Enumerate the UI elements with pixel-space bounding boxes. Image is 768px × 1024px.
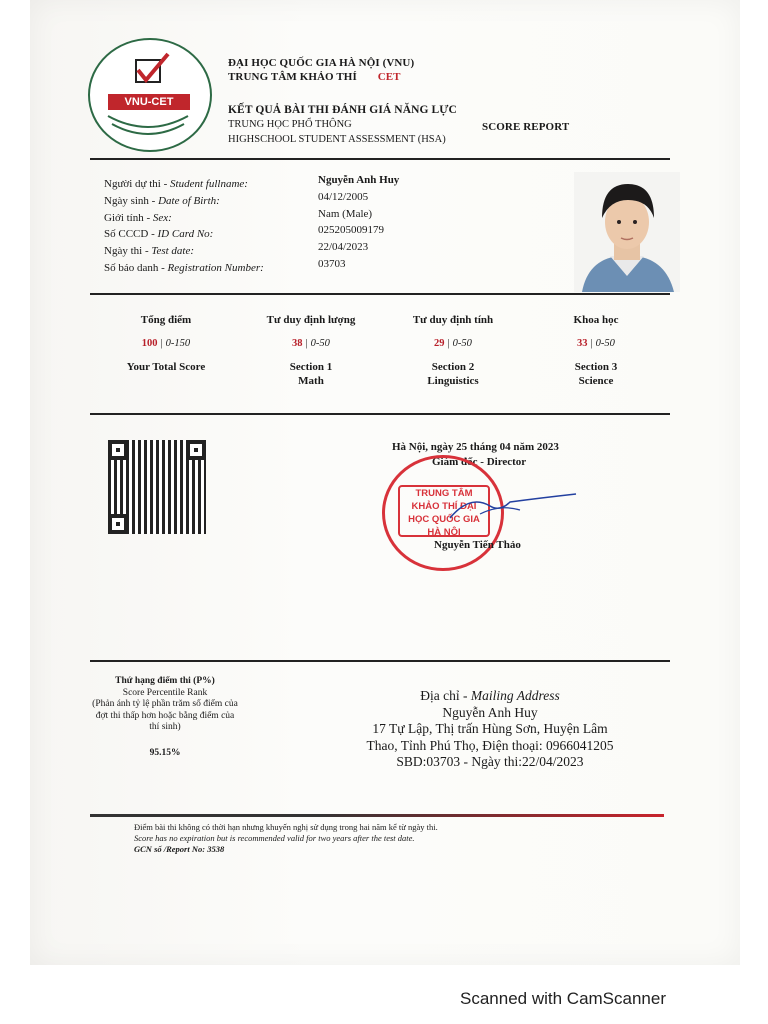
address-name: Nguyễn Anh Huy [442, 704, 538, 720]
score-caption [91, 360, 241, 374]
note-en: Score has no expiration but is recommended valid for two years after the test date. [134, 833, 415, 843]
score-report-label: SCORE REPORT [482, 121, 570, 133]
score-caption-line1: Your Total Score [126, 361, 206, 373]
score-column [236, 314, 386, 388]
score-number: 100 [141, 338, 158, 349]
score-value [236, 338, 386, 349]
student-info [104, 174, 424, 275]
rank-description: (Phản ánh tỷ lệ phần trăm số điểm của đợt thi thấp hơn hoặc bằng điểm của thí sinh) [92, 699, 238, 732]
address-registration: SBD:03703 - Ngày thi:22/04/2023 [396, 754, 584, 769]
student-info-row [104, 191, 424, 208]
score-number: 38 [292, 338, 303, 349]
qr-code [108, 440, 206, 534]
info-value: 22/04/2023 [318, 241, 369, 254]
score-range: | 0-50 [587, 338, 615, 349]
score-caption [236, 360, 386, 388]
logo-graphic [88, 38, 208, 148]
header-assessment: HIGHSCHOOL STUDENT ASSESSMENT (HSA) [228, 134, 446, 145]
score-heading: Tư duy định lượng [266, 314, 356, 326]
score-heading: Khoa học [573, 314, 619, 326]
score-value [378, 338, 528, 349]
header-center [228, 71, 401, 83]
score-number: 29 [434, 338, 445, 349]
rank-title: Thứ hạng điểm thi (P%) [115, 676, 215, 686]
address-street: 17 Tự Lập, Thị trấn Hùng Sơn, Huyện Lâm [372, 721, 608, 736]
student-info-row [104, 258, 424, 275]
header-report-title: KẾT QUẢ BÀI THI ĐÁNH GIÁ NĂNG LỰC [228, 104, 457, 116]
score-heading: Tư duy định tính [412, 314, 494, 326]
score-caption-line1: Section 1 [289, 361, 333, 373]
address-label [330, 688, 650, 705]
address-label-en: Mailing Address [470, 688, 560, 703]
info-label: Giới tính - Sex: [104, 211, 172, 224]
director-name: Nguyễn Tiến Thảo [434, 539, 521, 551]
score-number: 33 [577, 338, 588, 349]
info-value: 04/12/2005 [318, 190, 369, 203]
header-center-name: TRUNG TÂM KHẢO THÍ [228, 71, 357, 83]
qr-corner [108, 514, 128, 534]
percentile-rank [92, 676, 238, 759]
score-value [91, 338, 241, 349]
student-photo-image [574, 172, 680, 292]
info-label: Ngày sinh - Date of Birth: [104, 194, 220, 207]
info-label: Người dự thi - Student fullname: [104, 178, 248, 190]
info-label: Số báo danh - Registration Number: [104, 261, 264, 274]
score-caption [521, 360, 671, 388]
student-info-row [104, 224, 424, 241]
divider [90, 660, 670, 662]
student-photo [574, 172, 680, 292]
info-label: Ngày thi - Test date: [104, 245, 195, 258]
score-range: | 0-150 [157, 338, 191, 349]
header-level: TRUNG HỌC PHỔ THÔNG [228, 119, 352, 130]
divider [90, 413, 670, 415]
score-column [378, 314, 528, 388]
rank-subtitle: Score Percentile Rank [122, 687, 208, 698]
note-vi: Điểm bài thi không có thời hạn nhưng khuyến nghị sử dụng trong hai năm kể từ ngày thi. [134, 822, 438, 832]
rank-value: 95.15% [149, 747, 181, 758]
signature-mark [440, 484, 580, 534]
score-caption-line2: Linguistics [427, 375, 479, 387]
mailing-address [330, 688, 650, 771]
logo-label: VNU-CET [108, 94, 190, 110]
stamp-label: TRUNG TÂM KHẢO THÍ ĐẠI HỌC QUỐC GIA HÀ NỘI [408, 488, 480, 538]
score-caption-line2: Science [578, 375, 614, 387]
address-label-vi: Địa chỉ - [420, 688, 471, 703]
qr-corner [186, 440, 206, 460]
score-caption-line2: Math [298, 375, 324, 387]
director-title: Giám đốc - Director [432, 456, 527, 468]
score-range: | 0-50 [444, 338, 472, 349]
student-info-row [104, 208, 424, 225]
qr-corner [108, 440, 128, 460]
validity-notes [134, 822, 438, 855]
score-column [91, 314, 241, 374]
student-info-row [104, 174, 424, 191]
student-info-row [104, 241, 424, 258]
report-number: GCN số /Report No: 3538 [134, 844, 225, 854]
info-label: Số CCCD - ID Card No: [104, 228, 214, 241]
score-range: | 0-50 [302, 338, 330, 349]
score-heading: Tổng điểm [140, 314, 192, 326]
camscanner-watermark: Scanned with CamScanner [460, 989, 667, 1008]
score-caption [378, 360, 528, 388]
info-value: 03703 [318, 257, 346, 270]
info-value: Nam (Male) [318, 207, 373, 220]
divider [90, 293, 670, 295]
info-value: 025205009179 [318, 224, 384, 237]
divider [90, 814, 664, 817]
score-column [521, 314, 671, 388]
address-province: Thao, Tỉnh Phú Thọ, Điện thoại: 0966041205 [366, 737, 614, 753]
score-caption-line1: Section 2 [431, 361, 475, 373]
info-value: Nguyễn Anh Huy [318, 174, 400, 186]
score-caption-line1: Section 3 [574, 361, 618, 373]
score-value [521, 338, 671, 349]
issue-date: Hà Nội, ngày 25 tháng 04 năm 2023 [392, 441, 559, 453]
header-university: ĐẠI HỌC QUỐC GIA HÀ NỘI (VNU) [228, 57, 415, 69]
divider [90, 158, 670, 160]
header-cet: CET [377, 71, 401, 83]
